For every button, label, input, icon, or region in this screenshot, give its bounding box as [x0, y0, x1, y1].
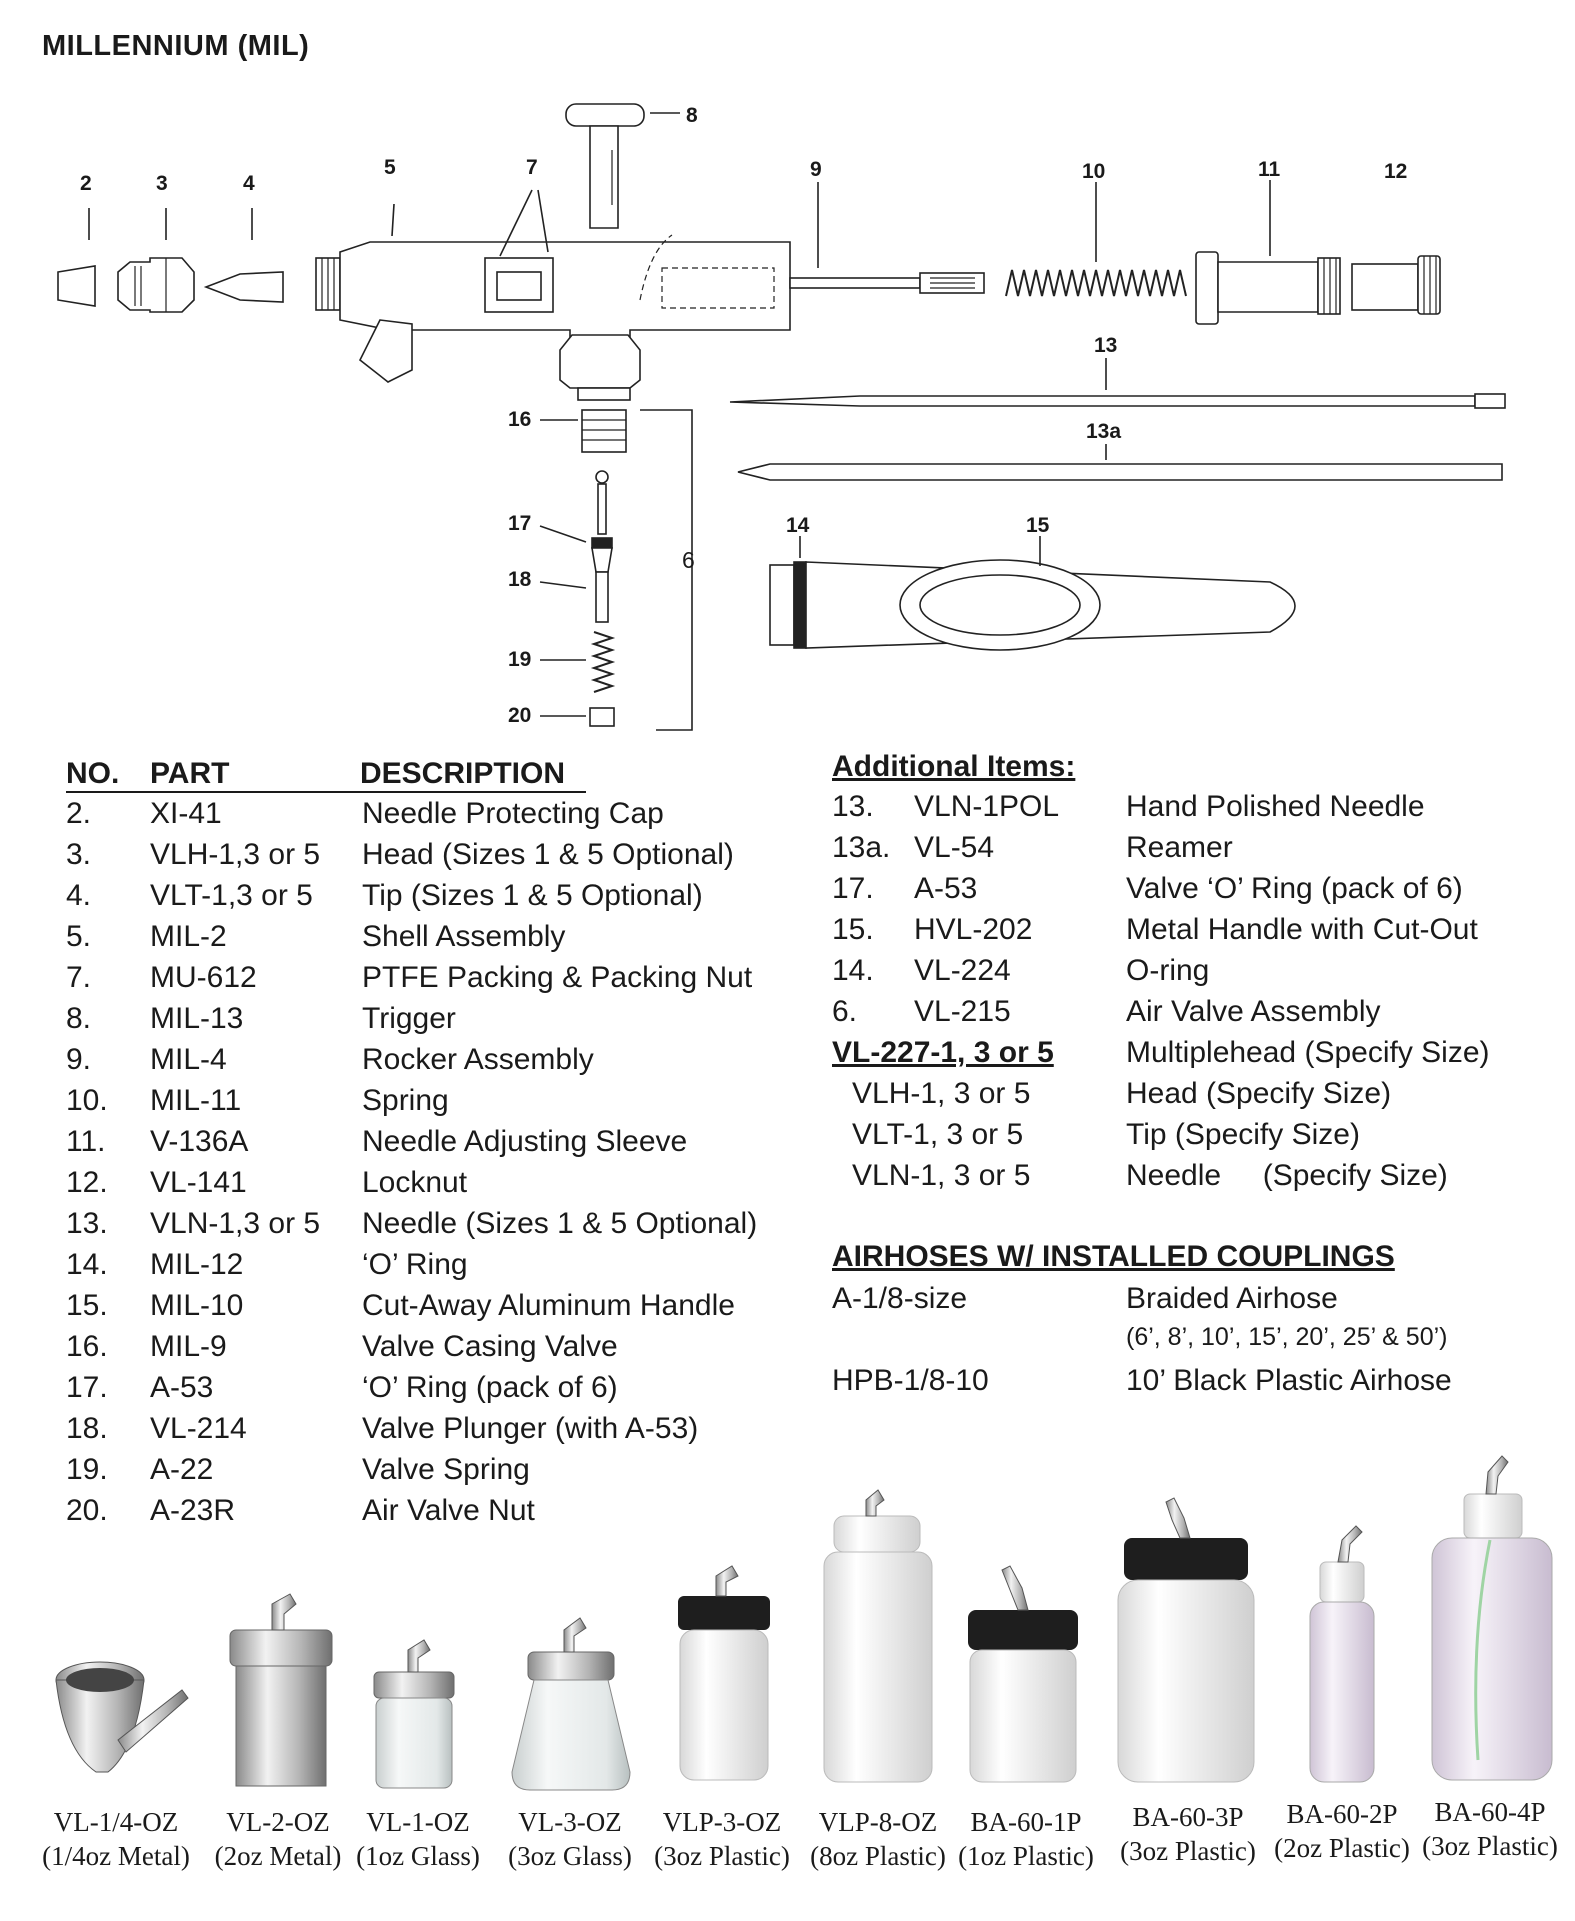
kit-item-description: Head (Specify Size) — [1126, 1077, 1392, 1110]
part-code: VL-214 — [150, 1412, 247, 1445]
parts-table-row — [66, 1203, 826, 1244]
part-code: VLN-1,3 or 5 — [150, 1207, 321, 1240]
parts-table-row — [66, 1367, 826, 1408]
part-number: 18. — [66, 1412, 108, 1445]
parts-table-row — [66, 1039, 826, 1080]
airhose-part: A-1/8-size — [832, 1282, 968, 1315]
callout-18: 18 — [508, 568, 532, 591]
bottle-code: BA-60-4P — [1434, 1797, 1546, 1827]
bottle-description: (3oz Plastic) — [654, 1841, 790, 1871]
part-spring — [1006, 182, 1186, 296]
kit-item-row — [832, 1159, 1448, 1200]
additional-item-part: VLN-1POL — [914, 790, 1060, 823]
kit-item-description: Needle (Specify Size) — [1126, 1159, 1448, 1192]
additional-item-number: 14. — [832, 954, 874, 987]
parts-table-row — [66, 1121, 826, 1162]
bottle-description: (1/4oz Metal) — [42, 1841, 190, 1871]
bottle-code: BA-60-1P — [970, 1807, 1082, 1837]
part-description: Head (Sizes 1 & 5 Optional) — [362, 838, 734, 871]
additional-item-row — [832, 831, 1233, 872]
part-valve-stack — [540, 471, 614, 726]
part-number: 15. — [66, 1289, 108, 1322]
part-code: MIL-2 — [150, 920, 227, 953]
parts-table-row — [66, 875, 826, 916]
bottle-code: BA-60-2P — [1286, 1799, 1398, 1829]
parts-table-row — [66, 834, 826, 875]
part-number: 4. — [66, 879, 92, 912]
part-valve-casing — [540, 388, 692, 730]
airhose-description: Braided Airhose — [1126, 1282, 1338, 1315]
parts-table-row — [66, 1285, 826, 1326]
parts-table-row — [66, 1326, 826, 1367]
part-number: 16. — [66, 1330, 108, 1363]
bottle-label — [215, 1805, 342, 1873]
additional-item-row — [832, 954, 1210, 995]
part-shell — [316, 190, 790, 388]
part-number: 9. — [66, 1043, 92, 1076]
kit-item-row — [832, 1118, 1360, 1159]
bottle-description: (1oz Plastic) — [958, 1841, 1094, 1871]
kit-part: VL-227-1, 3 or 5 — [832, 1036, 1054, 1069]
part-adjusting-sleeve — [1196, 180, 1340, 324]
additional-item-number: 15. — [832, 913, 874, 946]
part-code: MIL-10 — [150, 1289, 244, 1322]
bottle-code: VL-1/4-OZ — [53, 1807, 179, 1837]
header-description: DESCRIPTION — [360, 757, 566, 790]
bottle-gallery — [0, 1420, 1575, 1820]
parts-table-row — [66, 1244, 826, 1285]
callout-6: 6 — [682, 547, 695, 573]
callout-5: 5 — [384, 156, 396, 179]
parts-table-row — [66, 1080, 826, 1121]
additional-item-part: VL-54 — [914, 831, 995, 864]
bottle-code: VL-3-OZ — [518, 1807, 622, 1837]
part-reamer — [738, 444, 1502, 480]
bottle-description: (2oz Metal) — [214, 1841, 342, 1871]
part-description: Valve Plunger (with A-53) — [362, 1412, 699, 1445]
part-trigger — [566, 104, 680, 228]
additional-items-heading: Additional Items: — [832, 750, 1076, 783]
part-number: 2. — [66, 797, 92, 830]
bottle-vl-2-oz — [230, 1594, 332, 1786]
part-needle-cap — [58, 208, 95, 306]
bottle-vl-3-oz — [512, 1618, 630, 1790]
callout-3: 3 — [156, 172, 168, 195]
part-description: PTFE Packing & Packing Nut — [362, 961, 753, 994]
callout-19: 19 — [508, 648, 532, 671]
callout-16: 16 — [508, 408, 532, 431]
part-description: Locknut — [362, 1166, 468, 1199]
callout-7: 7 — [526, 156, 538, 179]
callout-20: 20 — [508, 704, 532, 727]
additional-item-description: Air Valve Assembly — [1126, 995, 1381, 1028]
part-code: MIL-13 — [150, 1002, 244, 1035]
part-description: Spring — [362, 1084, 449, 1117]
part-number: 3. — [66, 838, 92, 871]
additional-item-part: HVL-202 — [914, 913, 1033, 946]
kit-item-row — [832, 1077, 1392, 1118]
part-code: A-53 — [150, 1371, 214, 1404]
part-code: A-23R — [150, 1494, 236, 1527]
additional-item-part: A-53 — [914, 872, 978, 905]
airhose-lengths: (6’, 8’, 10’, 15’, 20’, 25’ & 50’) — [1126, 1323, 1448, 1351]
part-description: Rocker Assembly — [362, 1043, 594, 1076]
header-no: NO. — [66, 757, 120, 790]
bottle-label — [654, 1805, 790, 1873]
bottle-label — [810, 1805, 946, 1873]
bottle-vl-1-oz — [374, 1640, 454, 1788]
part-handle — [770, 536, 1295, 650]
part-code: VLT-1,3 or 5 — [150, 879, 313, 912]
additional-item-row — [832, 913, 1478, 954]
airhose-row — [832, 1364, 1452, 1405]
exploded-diagram — [0, 0, 1575, 740]
additional-item-description: Valve ‘O’ Ring (pack of 6) — [1126, 872, 1463, 905]
bottle-description: (3oz Plastic) — [1120, 1836, 1256, 1866]
part-needle — [730, 358, 1505, 408]
bottle-ba-60-4p — [1432, 1456, 1552, 1780]
callout-8: 8 — [686, 104, 698, 127]
bottle-vl-1-4-oz — [56, 1662, 188, 1772]
callout-14: 14 — [786, 514, 810, 537]
kit-description: Multiplehead (Specify Size) — [1126, 1036, 1490, 1069]
callout-13a: 13a — [1086, 420, 1122, 443]
part-code: VL-141 — [150, 1166, 247, 1199]
bottle-label — [1274, 1797, 1410, 1865]
airhose-part: HPB-1/8-10 — [832, 1364, 989, 1397]
callout-9: 9 — [810, 158, 822, 181]
callout-13: 13 — [1094, 334, 1118, 357]
bottle-ba-60-2p — [1310, 1526, 1374, 1782]
part-description: Tip (Sizes 1 & 5 Optional) — [362, 879, 703, 912]
bottle-code: VLP-3-OZ — [662, 1807, 782, 1837]
bottle-label — [42, 1805, 190, 1873]
additional-item-number: 13a. — [832, 831, 891, 864]
additional-item-description: Hand Polished Needle — [1126, 790, 1425, 823]
parts-table — [66, 753, 826, 1531]
bottle-vlp-3-oz — [678, 1566, 770, 1780]
part-number: 10. — [66, 1084, 108, 1117]
part-description: Cut-Away Aluminum Handle — [362, 1289, 735, 1322]
part-code: XI-41 — [150, 797, 222, 830]
kit-item-part: VLT-1, 3 or 5 — [852, 1118, 1024, 1151]
airhose-description: 10’ Black Plastic Airhose — [1126, 1364, 1452, 1397]
callout-15: 15 — [1026, 514, 1050, 537]
bottle-label — [356, 1805, 480, 1873]
airhoses-section — [832, 1240, 1452, 1405]
bottle-ba-60-1p — [968, 1566, 1078, 1782]
bottle-label — [1120, 1800, 1256, 1868]
part-description: Valve Casing Valve — [362, 1330, 618, 1363]
additional-item-description: Reamer — [1126, 831, 1233, 864]
part-description: Valve Spring — [362, 1453, 530, 1486]
part-description: Needle Protecting Cap — [362, 797, 664, 830]
bottle-label — [958, 1805, 1094, 1873]
part-description: Shell Assembly — [362, 920, 566, 953]
additional-item-description: Metal Handle with Cut-Out — [1126, 913, 1478, 946]
callout-2: 2 — [80, 172, 92, 195]
additional-item-row — [832, 995, 1381, 1036]
part-number: 13. — [66, 1207, 108, 1240]
parts-table-header — [66, 753, 586, 793]
part-rocker — [790, 182, 984, 293]
kit-item-description: Tip (Specify Size) — [1126, 1118, 1360, 1151]
part-code: V-136A — [150, 1125, 249, 1158]
part-number: 14. — [66, 1248, 108, 1281]
bottle-description: (2oz Plastic) — [1274, 1833, 1410, 1863]
bottle-description: (1oz Glass) — [356, 1841, 480, 1871]
airhose-row — [832, 1282, 1395, 1323]
part-number: 11. — [66, 1125, 106, 1158]
bottle-code: VL-2-OZ — [226, 1807, 330, 1837]
part-description: ‘O’ Ring — [362, 1248, 468, 1281]
additional-item-number: 13. — [832, 790, 874, 823]
part-description: Air Valve Nut — [362, 1494, 535, 1527]
part-code: A-22 — [150, 1453, 214, 1486]
airhoses-heading: AIRHOSES W/ INSTALLED COUPLINGS — [832, 1240, 1395, 1273]
parts-table-row — [66, 957, 826, 998]
part-code: MIL-4 — [150, 1043, 227, 1076]
bottle-description: (3oz Plastic) — [1422, 1831, 1558, 1861]
part-number: 19. — [66, 1453, 108, 1486]
kit-item-part: VLH-1, 3 or 5 — [852, 1077, 1031, 1110]
callout-17: 17 — [508, 512, 532, 535]
bottle-code: VL-1-OZ — [366, 1807, 470, 1837]
part-code: MIL-9 — [150, 1330, 227, 1363]
kit-item-part: VLN-1, 3 or 5 — [852, 1159, 1031, 1192]
parts-table-row — [66, 1162, 826, 1203]
part-number: 8. — [66, 1002, 92, 1035]
additional-item-part: VL-224 — [914, 954, 1011, 987]
bottle-vlp-8-oz — [824, 1490, 932, 1782]
part-code: MU-612 — [150, 961, 257, 994]
callout-11: 11 — [1258, 158, 1281, 181]
part-description: ‘O’ Ring (pack of 6) — [362, 1371, 618, 1404]
bottle-code: BA-60-3P — [1132, 1802, 1244, 1832]
additional-item-row — [832, 790, 1425, 831]
parts-table-row — [66, 793, 826, 834]
parts-table-row — [66, 998, 826, 1039]
additional-item-description: O-ring — [1126, 954, 1210, 987]
bottle-ba-60-3p — [1118, 1498, 1254, 1782]
part-number: 7. — [66, 961, 92, 994]
part-description: Needle Adjusting Sleeve — [362, 1125, 688, 1158]
part-head — [118, 208, 194, 312]
additional-item-number: 6. — [832, 995, 858, 1028]
part-locknut — [1352, 256, 1440, 314]
part-code: MIL-11 — [150, 1084, 242, 1117]
bottle-code: VLP-8-OZ — [818, 1807, 938, 1837]
bottle-label — [508, 1805, 632, 1873]
additional-item-number: 17. — [832, 872, 874, 905]
airhose-note — [832, 1323, 1448, 1364]
part-tip — [206, 208, 283, 302]
bottle-label — [1422, 1795, 1558, 1863]
additional-item-part: VL-215 — [914, 995, 1011, 1028]
part-number: 20. — [66, 1494, 108, 1527]
part-number: 5. — [66, 920, 92, 953]
kit-row — [832, 1036, 1490, 1077]
bottle-description: (8oz Plastic) — [810, 1841, 946, 1871]
part-description: Needle (Sizes 1 & 5 Optional) — [362, 1207, 758, 1240]
bottle-description: (3oz Glass) — [508, 1841, 632, 1871]
parts-table-row — [66, 916, 826, 957]
additional-items — [832, 750, 1490, 1200]
part-code: MIL-12 — [150, 1248, 244, 1281]
callout-12: 12 — [1384, 160, 1408, 183]
callout-4: 4 — [243, 172, 255, 195]
part-description: Trigger — [362, 1002, 456, 1035]
page-title: MILLENNIUM (MIL) — [42, 30, 310, 62]
part-number: 17. — [66, 1371, 108, 1404]
header-part: PART — [150, 757, 230, 790]
additional-item-row — [832, 872, 1463, 913]
part-code: VLH-1,3 or 5 — [150, 838, 321, 871]
callout-10: 10 — [1082, 160, 1106, 183]
part-number: 12. — [66, 1166, 108, 1199]
